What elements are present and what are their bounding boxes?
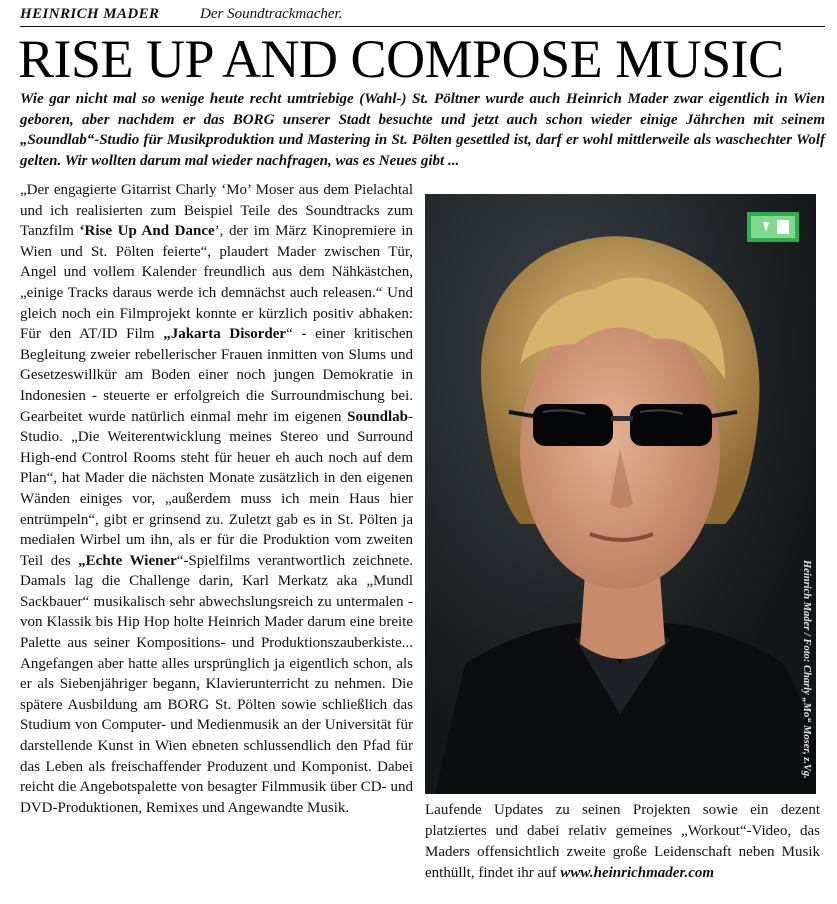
body-text-5: “-Spielfilms verantwortlich zeichnete. Damals lag die Challenge darin, Karl Merkatz aka „Mundl Sackbauer“ musikalisch sehr abwechslungsreich zu untermalen - von Klassik bis Hip Hop holte Heinrich Mader darum eine breite Palette aus seiner Kompositions- und Produktionszauberkiste... Angefangen aber hatte alles ursprünglich ja eigentlich schon, als er als Siebenjähriger begann, Klavierunterricht zu nehmen. Die spätere Ausbildung am BORG St. Pölten sowie schließlich das Studium von Computer- und Medienmusik an der Universität für darstellende Kunst in Wien ebneten schlussendlich den Pfad für das Leben als freischaffender Produzent und Komponist. Dabei reicht die Angebotspalette von besagter Filmmusik über CD- und DVD-Produktionen, Remixes und Angewandte Musik. [20, 552, 413, 816]
photo-caption [425, 800, 820, 884]
caption-text: Laufende Updates zu seinen Projekten sowie ein dezent platziertes und dabei relativ gemeines „Workout“-Video, das Maders offensichtlich zweite große Leidenschaft neben Musik enthüllt, findet ihr auf [425, 802, 820, 881]
header-name: HEINRICH MADER [20, 6, 160, 22]
exit-sign-icon [747, 212, 799, 242]
article-body [20, 180, 413, 818]
film-title-rise-up: ‘Rise Up And Dance [79, 223, 215, 240]
studio-name: Soundlab [347, 408, 408, 425]
article-lead: Wie gar nicht mal so wenige heute recht umtriebige (Wahl-) St. Pöltner wurde auch Heinrich Mader zwar eigentlich in Wien geboren, aber nachdem er das BORG unserer Stadt besuchte und jetzt auch schon wieder einige Jährchen mit seinem „Soundlab“-Studio für Musikproduktion und Mastering in St. Pölten gesettled ist, darf er wohl mittlerweile als waschechter Wolf gelten. Wir wollten darum mal wieder nachfragen, was es Neues gibt ... [20, 91, 825, 169]
magazine-header [20, 6, 825, 27]
body-paragraph [20, 180, 413, 818]
body-text-1: „Der engagierte Gitarrist Charly ‘Mo’ Moser aus dem Pielachtal und ich realisierten zum Beispiel Teile des Soundtracks zum Tanzfilm [20, 182, 413, 240]
body-text-2: ’, der im März Kinopremiere in Wien und St. Pölten feierte“, plaudert Mader zwischen Tür, Angel und vollem Kalender freundlich aus dem Nähkästchen, „einige Tracks daraus werde ich demnächst auch releasen.“ Und gleich noch ein Filmprojekt konnte er kürzlich positiv abhaken: Für den AT/ID Film [20, 223, 413, 343]
portrait-illustration [425, 194, 816, 794]
website-link[interactable]: www.heinrichmader.com [560, 865, 715, 881]
film-title-echte-wiener: „Echte Wiener [78, 552, 177, 569]
photo-credit: Heinrich Mader / Foto: Charly „Mo“ Moser, z.Vg. [801, 560, 812, 779]
body-text-3: “ - einer kritischen Begleitung zweier rebellerischer Frauen inmitten von Slums und Gesetzeswillkür am Boden einer noch jungen Demokratie in Indonesien - steuerte er erfolgreich die Surroundmischung bei. Gearbeitet wurde natürlich einmal mehr im eigenen [20, 326, 414, 425]
film-title-jakarta: „Jakarta Disorder [163, 326, 287, 343]
body-text-4: -Studio. „Die Weiterentwicklung meines Stereo und Surround High-end Control Rooms steht für heuer eh auch noch auf dem Plan“, hat Mader die nächsten Monate zusätzlich in den eigenen Wänden einiges vor, „außerdem muss ich mein Haus hier entrümpeln“, gibt er grinsend zu. Zuletzt gab es in St. Pölten ja medialen Wirbel um ihn, als er für die Produktion vom zweiten Teil des [20, 408, 413, 569]
portrait-photo [425, 194, 816, 794]
article-title: RISE UP AND COMPOSE MUSIC [18, 29, 784, 89]
header-tagline: Der Soundtrackmacher. [200, 6, 343, 22]
